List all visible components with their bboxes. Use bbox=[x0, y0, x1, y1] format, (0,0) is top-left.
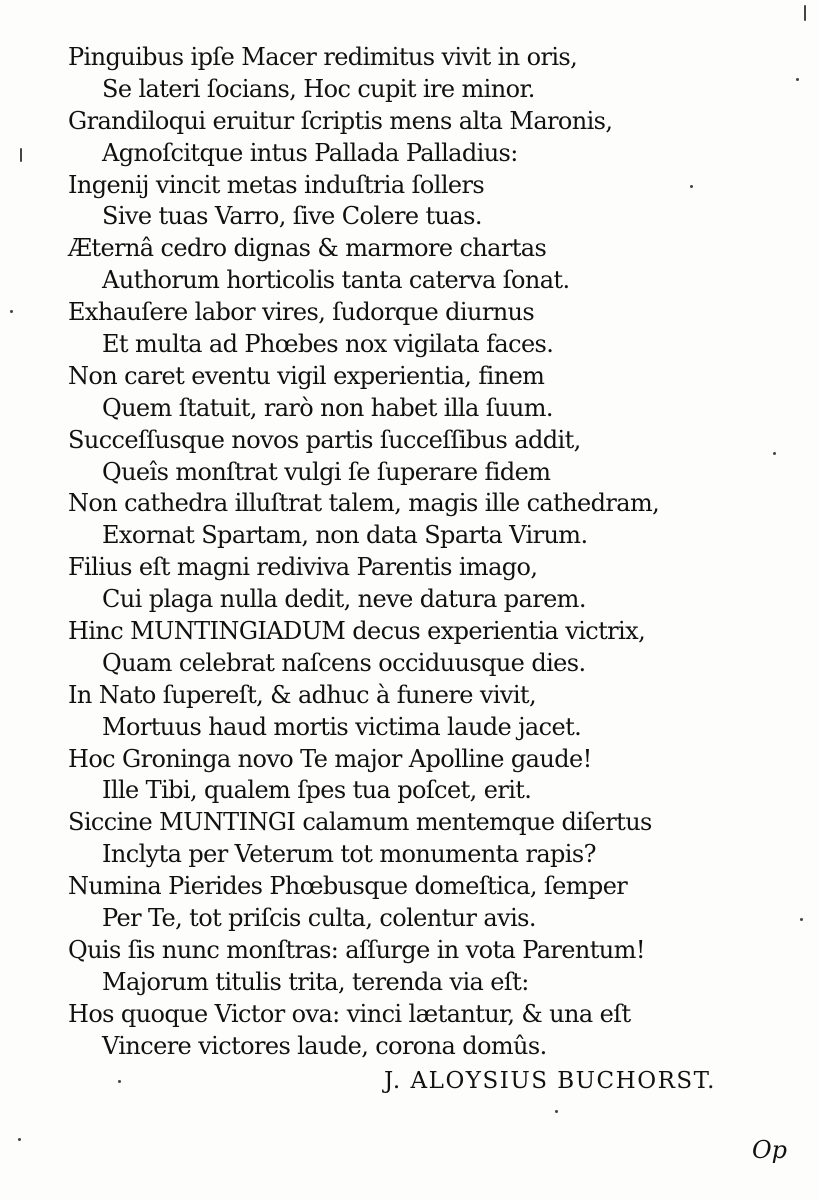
scan-speck bbox=[555, 1110, 558, 1113]
scan-speck bbox=[118, 1080, 121, 1083]
poem-line: Hinc MUNTINGIADUM decus experientia victrix, bbox=[68, 617, 646, 646]
poem-line: Se lateri ſocians, Hoc cupit ire minor. bbox=[102, 74, 535, 103]
scan-speck bbox=[18, 1138, 21, 1141]
poem-block bbox=[68, 42, 768, 1063]
poem-line: Siccine MUNTINGI calamum mentemque diſertus bbox=[68, 808, 652, 837]
poem-line: Numina Pierides Phœbusque domeſtica, ſemper bbox=[68, 872, 628, 901]
poem-line: Non caret eventu vigil experientia, finem bbox=[68, 361, 545, 390]
poem-line: Ingenij vincit metas induſtria ſollers bbox=[68, 170, 485, 199]
poem-line: Cui plaga nulla dedit, neve datura parem. bbox=[102, 585, 586, 614]
poem-line: Non cathedra illuſtrat talem, magis ille cathedram, bbox=[68, 489, 660, 518]
poem-line: Succeſſusque novos partis ſucceſſibus addit, bbox=[68, 425, 581, 454]
catchword: Op bbox=[752, 1136, 788, 1164]
scan-speck bbox=[20, 148, 22, 162]
poem-line: Exornat Spartam, non data Sparta Virum. bbox=[102, 521, 588, 550]
poem-line: Inclyta per Veterum tot monumenta rapis? bbox=[102, 840, 596, 869]
poem-line: Authorum horticolis tanta caterva ſonat. bbox=[102, 266, 570, 295]
poem-line: Grandiloqui eruitur ſcriptis mens alta Maronis, bbox=[68, 106, 613, 135]
poem-line: Ille Tibi, qualem ſpes tua poſcet, erit. bbox=[102, 776, 532, 805]
poem-line: Æternâ cedro dignas & marmore chartas bbox=[68, 234, 547, 263]
poem-line: Majorum titulis trita, terenda via eſt: bbox=[102, 967, 529, 996]
poem-line: Pinguibus ipſe Macer redimitus vivit in oris, bbox=[68, 43, 578, 71]
poem-line: Sive tuas Varro, ſive Colere tuas. bbox=[102, 202, 482, 231]
poem-line: Vincere victores laude, corona domûs. bbox=[102, 1031, 547, 1060]
poem-line: In Nato ſupereſt, & adhuc à funere vivit, bbox=[68, 680, 536, 709]
scan-speck bbox=[10, 310, 13, 313]
poem-line: Quem ſtatuit, rarò non habet illa ſuum. bbox=[102, 393, 553, 422]
poem-line: Quam celebrat naſcens occiduusque dies. bbox=[102, 648, 586, 677]
poem-line: Quis ſis nunc monſtras: aſſurge in vota Parentum! bbox=[68, 935, 645, 964]
poem-line: Hos quoque Victor ova: vinci lætantur, & una eſt bbox=[68, 999, 631, 1028]
scan-speck bbox=[773, 452, 776, 455]
poem-line: Exhauſere labor vires, ſudorque diurnus bbox=[68, 298, 535, 327]
scan-speck bbox=[800, 918, 803, 921]
poem-line: Queîs monſtrat vulgi ſe ſuperare fidem bbox=[102, 457, 551, 486]
poem-line: Per Te, tot priſcis culta, colentur avis. bbox=[102, 904, 536, 933]
poem-line: Agnoſcitque intus Pallada Palladius: bbox=[102, 138, 518, 167]
author-signature: J. ALOYSIUS BUCHORST. bbox=[384, 1068, 716, 1094]
poem-line: Filius eſt magni rediviva Parentis imago, bbox=[68, 553, 538, 582]
poem-line: Et multa ad Phœbes nox vigilata faces. bbox=[102, 330, 554, 359]
scan-speck bbox=[796, 78, 799, 81]
poem-line: Mortuus haud mortis victima laude jacet. bbox=[102, 712, 582, 741]
scan-speck bbox=[804, 5, 806, 21]
poem-line: Hoc Groninga novo Te major Apolline gaude! bbox=[68, 744, 592, 773]
scan-speck bbox=[690, 185, 693, 188]
